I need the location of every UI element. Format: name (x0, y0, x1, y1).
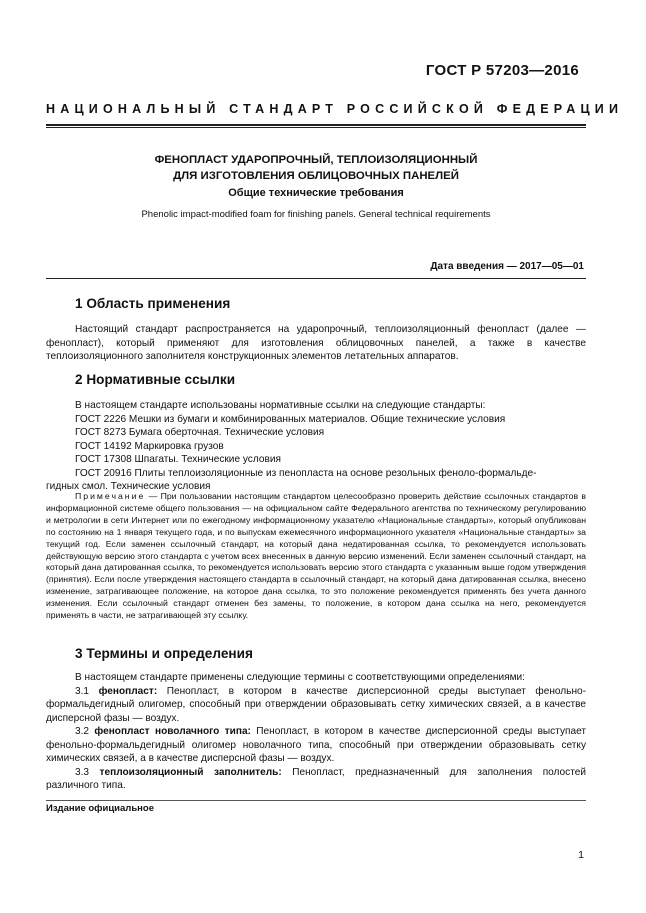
reference-item: ГОСТ 17308 Шпагаты. Технические условия (75, 454, 281, 465)
term-number: 3.1 (75, 685, 99, 697)
page-number: 1 (578, 849, 584, 861)
reference-item: ГОСТ 8273 Бумага оберточная. Технические условия (75, 427, 325, 438)
section-3-body (46, 671, 586, 793)
title-subtitle: Общие технические требования (228, 187, 404, 199)
footer-rule (46, 800, 586, 801)
reference-item: ГОСТ 2226 Мешки из бумаги и комбинированных материалов. Общие технические условия (75, 413, 506, 425)
note-paragraph (46, 491, 586, 622)
term-definition: Пенопласт, предназначенный для заполнения полостей различного типа. (46, 766, 586, 791)
term-3-2 (46, 725, 586, 766)
term-3-1 (46, 685, 586, 726)
section-2-note (46, 491, 586, 622)
section-1-heading: 1 Область применения (75, 296, 231, 311)
section-3-intro: В настоящем стандарте применены следующие термины с соответствующими определениями: (75, 672, 525, 683)
section-2-intro: В настоящем стандарте использованы нормативные ссылки на следующие стандарты: (75, 400, 486, 411)
introduction-date: Дата введения — 2017—05—01 (430, 261, 584, 272)
term-3-3 (46, 766, 586, 793)
term-name: теплоизоляционный заполнитель: (99, 766, 282, 778)
reference-item-continuation: гидных смол. Технические условия (46, 481, 211, 492)
section-2-body (46, 399, 586, 494)
section-1-body (46, 323, 586, 364)
title-line-2: ДЛЯ ИЗГОТОВЛЕНИЯ ОБЛИЦОВОЧНЫХ ПАНЕЛЕЙ (173, 170, 459, 182)
term-name: фенопласт новолачного типа: (94, 726, 251, 737)
section-1-text: Настоящий стандарт распространяется на ударопрочный, теплоизоляционный фенопласт (далее — фенопласт), который применяют для изготовления облицовочных панелей, а также в качестве теплоизоляционного заполнителя конструкционных элементов летательных аппаратов. (46, 324, 586, 362)
section-3-heading: 3 Термины и определения (75, 646, 253, 661)
note-label: Примечание (75, 491, 146, 501)
term-name: фенопласт: (98, 685, 158, 697)
term-definition: Пенопласт, в котором в качестве дисперсионной среды выступает фенольно-формальдегидный олигомер, способный при отверждении образовывать сетку химических связей, а в качестве дисперсной фазы — воздух. (46, 685, 586, 724)
document-code: ГОСТ Р 57203—2016 (425, 62, 579, 79)
header-rule-thick (46, 124, 586, 126)
date-rule (46, 278, 586, 279)
term-number: 3.2 (75, 726, 95, 737)
edition-label: Издание официальное (46, 803, 154, 814)
reference-item: ГОСТ 14192 Маркировка грузов (75, 440, 224, 452)
note-text: — При пользовании настоящим стандартом целесообразно проверить действие ссылочных стандартов в информационной системе общего пользования — на официальном сайте Федерального агентства по техническому регулированию и метрологии в сети Интернет или по ежегодному информационному указателю «Национальные стандарты», который опубликован по состоянию на 1 января текущего года, и по выпускам ежемесячного информационного указателя «Национальные стандарты» за текущий год. Если заменен ссылочный стандарт, на который дана недатированная ссылка, то рекомендуется использовать действующую версию этого стандарта с учетом всех внесенных в данную версию изменений. Если заменен ссылочный стандарт, на который дана датированная ссылка, то рекомендуется использовать версию этого стандарта с указанным выше годом утверждения (принятия). Если после утверждения настоящего стандарта в ссылочный стандарт, на который дана датированная ссылка, внесено изменение, затрагивающее положение, на которое дана ссылка, то это положение рекомендуется применять без учета данного изменения. Если ссылочный стандарт отменен без замены, то положение, в котором дана ссылка на него, рекомендуется применять в части, не затрагивающей эту ссылку. (46, 491, 586, 621)
header-rule-thin (46, 127, 586, 128)
title-line-1: ФЕНОПЛАСТ УДАРОПРОЧНЫЙ, ТЕПЛОИЗОЛЯЦИОННЫЙ (154, 154, 478, 166)
reference-item: ГОСТ 20916 Плиты теплоизоляционные из пенопласта на основе резольных феноло-формальде- (75, 467, 537, 479)
title-english: Phenolic impact-modified foam for finishing panels. General technical requirements (141, 209, 491, 220)
national-standard-banner: НАЦИОНАЛЬНЫЙ СТАНДАРТ РОССИЙСКОЙ ФЕДЕРАЦИИ (46, 102, 624, 116)
term-number: 3.3 (75, 766, 100, 778)
section-2-heading: 2 Нормативные ссылки (75, 372, 236, 387)
term-definition: Пенопласт, в котором в качестве дисперсионной среды выступает фенольно-формальдегидный олигомер новолачного типа, способный при отверждении образовывать сетку химических связей, а в качестве дисперсной фазы — воздух. (46, 726, 586, 764)
